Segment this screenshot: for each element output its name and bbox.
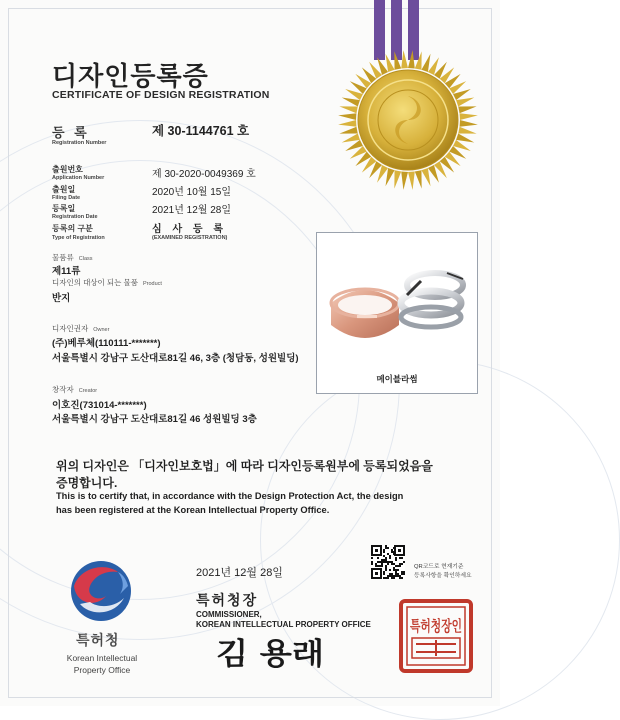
design-image [316,232,478,394]
creator-label: 창작자 Creator [52,385,98,394]
qr-module [393,575,395,577]
qr-module [401,563,403,565]
qr-module [375,565,377,567]
qr-module [395,565,397,567]
qr-caption-line1: QR코드로 현재기준 [414,564,464,570]
qr-module [377,561,379,563]
qr-module [403,571,405,573]
seal-ray [421,168,430,186]
qr-module [399,565,401,567]
seal-ray [339,106,357,113]
product-value: 반지 [52,293,71,304]
qr-module [379,565,381,567]
commissioner-signature [212,626,330,674]
qr-module [401,571,403,573]
agency-name-en-line2: Property Office [73,665,131,675]
qr-module [391,577,393,579]
qr-caption-line2: 등록사항을 확인하세요 [414,573,472,579]
seal-ray [401,172,408,190]
qr-module [385,545,387,547]
seal-ray [456,97,474,106]
design-image-caption: 메이블라썸 [376,374,418,384]
qr-module [385,557,387,559]
qr-module [385,569,387,571]
qr-module [391,563,393,565]
registration-date-label-en: Registration Date [52,214,98,220]
qr-module [387,563,389,565]
registration-date: 2021년 12월 28일 [152,205,232,216]
qr-module [381,559,383,561]
qr-module [399,577,401,579]
qr-module [397,569,399,571]
agency-name-en-line1: Korean Intellectual [66,653,138,663]
qr-module [401,557,403,559]
qr-module [391,561,393,563]
registration-type-label: 등록의 구분 [52,224,93,233]
qr-module [391,575,393,577]
seal-ray [408,172,415,190]
seal-ray [421,54,430,72]
seal-ray [415,51,422,69]
statement-en-line2: has been registered at the Korean Intellectual Property Office. [56,505,330,515]
owner-address: 서울특별시 강남구 도산대로81길 46, 3층 (청담동, 성원빌딩) [52,353,299,364]
qr-module [387,575,389,577]
seal-ray [415,170,422,188]
application-label-en: Application Number [52,175,105,181]
seal-ray [401,50,408,68]
qr-module [391,549,393,551]
qr-module [395,559,397,561]
qr-module [371,561,373,563]
qr-module [397,565,399,567]
issue-date: 2021년 12월 28일 [196,567,283,579]
filing-label: 출원일 [52,185,76,194]
seal-ray [338,120,356,127]
seal-ray [338,113,356,120]
registration-type-label-en: Type of Registration [52,235,105,241]
seal-ray [456,133,474,142]
commissioner-en-line1: COMMISSIONER, [196,610,262,619]
seal-ray [394,170,401,188]
rings-image [317,233,477,363]
qr-module [377,557,379,559]
qr-module [399,575,401,577]
registration-type-en: (EXAMINED REGISTRATION) [152,235,228,241]
qr-module [383,573,385,575]
qr-module [393,569,395,571]
class-label: 물품류 Class [52,253,93,262]
qr-module [383,571,385,573]
qr-module [395,575,397,577]
qr-module [403,561,405,563]
certificate-title: 디자인등록증 [52,61,209,91]
qr-module [387,547,389,549]
kipo-logo-icon [68,558,134,624]
creator-name: 이호진(731014-*******) [52,400,147,411]
qr-module [397,573,399,575]
registration-date-label: 등록일 [52,204,76,213]
qr-module [383,561,385,563]
qr-module [401,577,403,579]
qr-module [379,561,381,563]
qr-module [387,577,389,579]
qr-module [397,575,399,577]
qr-module [377,565,379,567]
qr-module [383,549,385,551]
certificate-subtitle: CERTIFICATE OF DESIGN REGISTRATION [52,89,270,101]
qr-module [393,567,395,569]
qr-module [393,577,395,579]
registration-label: 등 록 [52,125,90,140]
qr-code-icon[interactable] [371,545,405,579]
qr-module [387,561,389,563]
seal-ray [394,51,401,69]
qr-module [385,559,387,561]
seal-ray [460,113,478,120]
qr-module [385,567,387,569]
application-number: 제 30-2020-0049369 호 [152,169,256,180]
official-stamp [398,598,474,674]
class-value: 제11류 [52,266,81,277]
qr-module [389,557,391,559]
seal-ray [385,54,394,72]
qr-module [401,573,403,575]
agency-name-ko: 특허청 [76,632,120,648]
signature-text: 김 용래 [216,637,324,672]
qr-module [391,573,393,575]
qr-module [371,557,373,559]
qr-module [383,577,385,579]
qr-module [389,575,391,577]
qr-module [389,561,391,563]
qr-module [381,561,383,563]
qr-module [403,573,405,575]
qr-module [389,569,391,571]
product-label: 디자인의 대상이 되는 물품 Product [52,278,162,287]
statement-en-line1: This is to certify that, in accordance with the Design Protection Act, the design [56,491,404,501]
qr-module [389,573,391,575]
qr-module [389,555,391,557]
qr-module [383,555,385,557]
qr-module [375,563,377,565]
filing-date: 2020년 10월 15일 [152,187,232,198]
commissioner-en-line2: KOREAN INTELLECTUAL PROPERTY OFFICE [196,620,371,629]
qr-module [383,551,385,553]
seal-ray [458,127,476,134]
qr-module [371,563,373,565]
qr-module [391,551,393,553]
registration-number: 제 30-1144761 호 [152,124,250,138]
qr-module [387,553,389,555]
owner-name: (주)베루체(110111-*******) [52,338,161,349]
qr-module [385,577,387,579]
qr-module [385,561,387,563]
registration-label-en: Registration Number [52,140,107,146]
qr-module [395,573,397,575]
qr-module [393,563,395,565]
statement-ko-line2: 증명합니다. [56,476,118,490]
gold-seal-icon [336,48,480,192]
commissioner-ko: 특허청장 [196,592,259,608]
qr-module [399,563,401,565]
statement-ko-line1: 위의 디자인은 「디자인보호법」에 따라 디자인등록원부에 등록되었음을 [56,459,433,473]
filing-label-en: Filing Date [52,195,81,201]
qr-module [395,557,397,559]
qr-module [395,571,397,573]
qr-module [381,563,383,565]
qr-module [395,569,397,571]
qr-module [385,565,387,567]
qr-module [399,557,401,559]
seal-ray [458,106,476,113]
qr-module [385,547,387,549]
seal-ray [460,120,478,127]
qr-module [381,565,383,567]
seal-ray [385,168,394,186]
creator-address: 서울특별시 강남구 도산대로81길 46 성원빌딩 3층 [52,414,257,425]
owner-label: 디자인권자 Owner [52,324,110,333]
seal-ray [339,127,357,134]
seal-ray [342,97,360,106]
seal-ray [408,50,415,68]
qr-module [383,559,385,561]
registration-type: 심 사 등 록 [152,224,227,235]
application-label: 출원번호 [52,165,83,174]
stamp-text: 특허청장인 [410,617,462,635]
seal-ray [342,133,360,142]
